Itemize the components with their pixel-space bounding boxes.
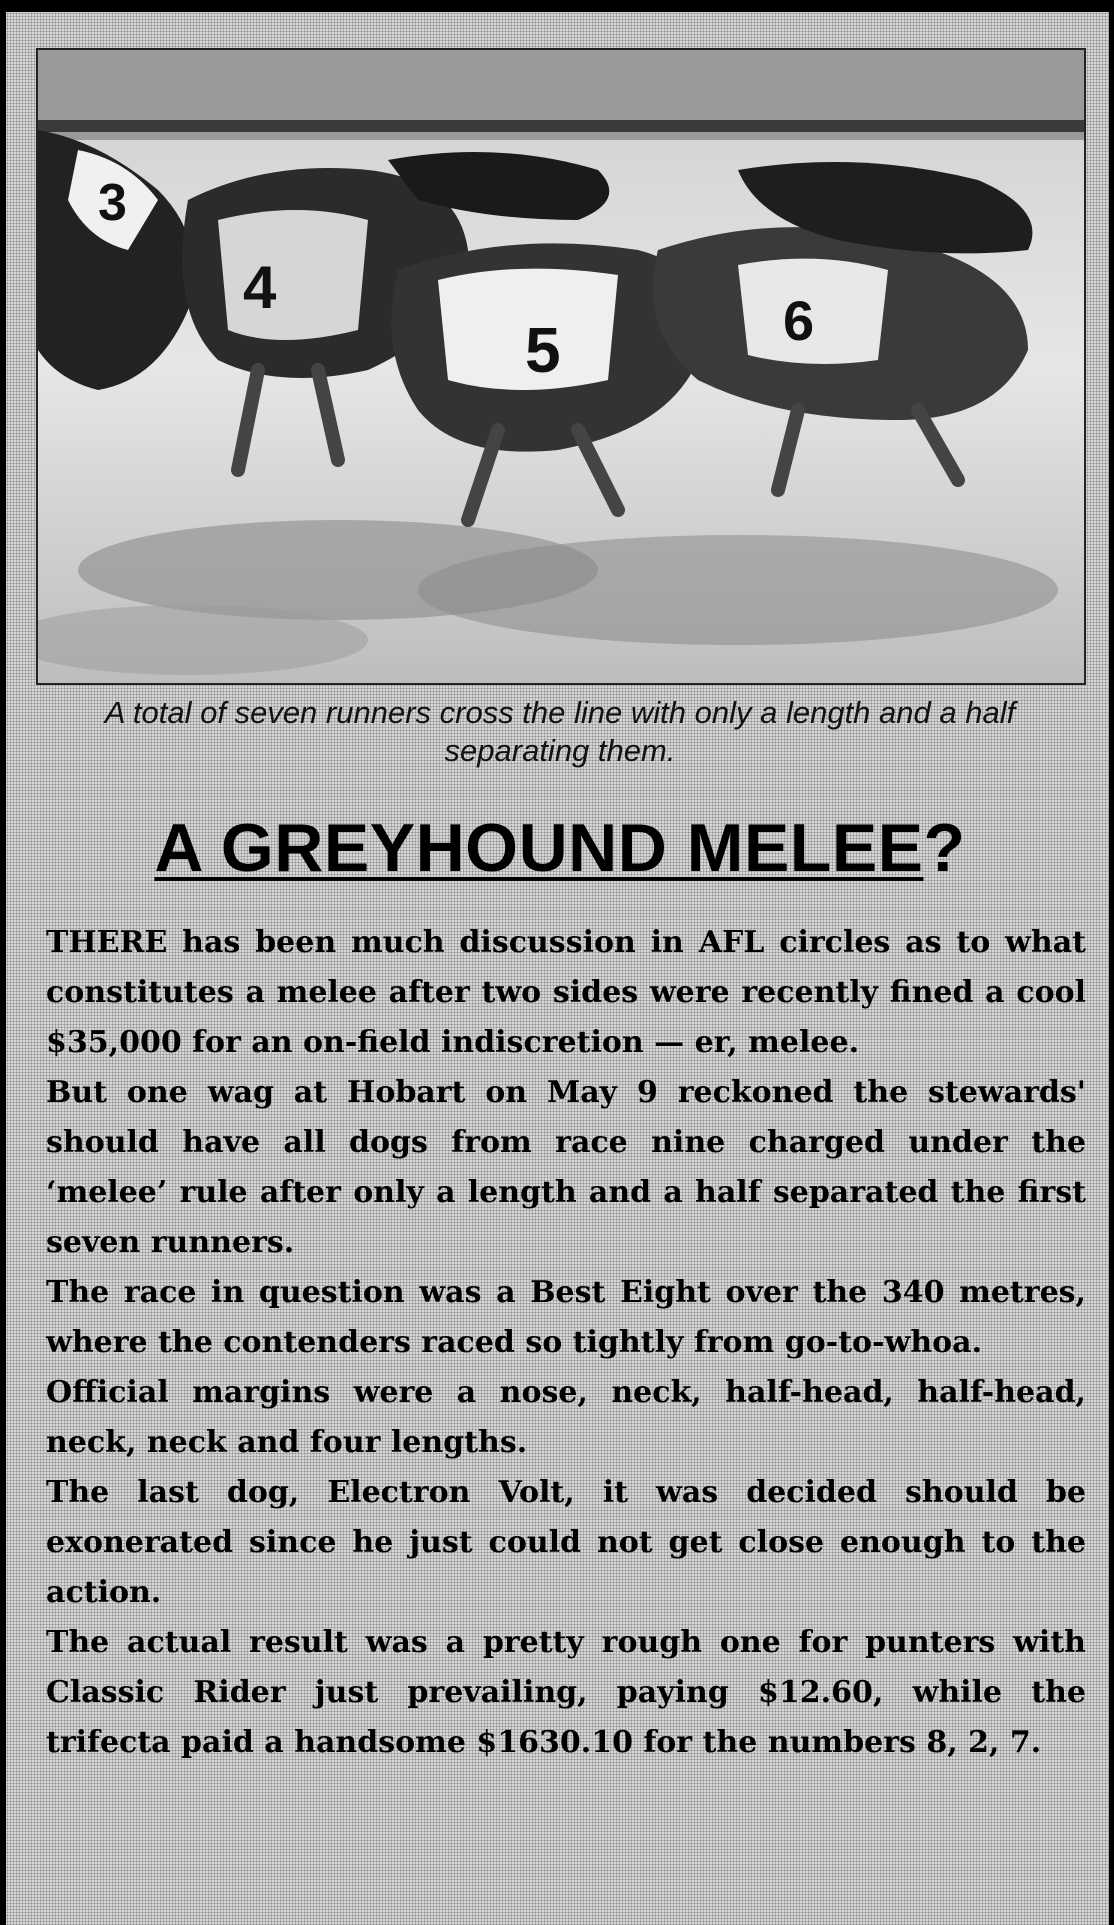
top-border [0, 0, 1114, 12]
paragraph: The last dog, Electron Volt, it was decided should be exonerated since he just could not get close enough to the action. [46, 1475, 1086, 1610]
photo-caption: A total of seven runners cross the line with only a length and a half separating them. [104, 695, 1016, 768]
right-border [1109, 0, 1114, 1925]
headline-question-mark: ? [923, 810, 966, 886]
bib-number-3: 3 [98, 174, 127, 232]
left-border [0, 0, 6, 1925]
paragraph: But one wag at Hobart on May 9 reckoned the stewards' should have all dogs from race nine charged under the ‘melee’ rule after only a length and a half separated the first seven runners. [46, 1075, 1086, 1260]
headline-text: A GREYHOUND MELEE [154, 810, 924, 886]
headline [40, 808, 1080, 888]
paragraph: The actual result was a pretty rough one for punters with Classic Rider just prevailing, paying $12.60, while the trifecta paid a handsome $1630.10 for the numbers 8, 2, 7. [46, 1625, 1086, 1760]
paragraph: THERE has been much discussion in AFL circles as to what constitutes a melee after two sides were recently fined a cool $35,000 for an on-field indiscretion — er, melee. [46, 925, 1086, 1060]
bib-number-4: 4 [243, 254, 277, 321]
race-photo [36, 48, 1086, 685]
rail [38, 120, 1084, 132]
dog-shadow [418, 535, 1058, 645]
paragraph: The race in question was a Best Eight over the 340 metres, where the contenders raced so tightly from go-to-whoa. [46, 1275, 1086, 1360]
rug-4 [218, 210, 368, 340]
article-body [46, 918, 1086, 1768]
bib-number-5: 5 [525, 314, 561, 386]
paragraph: Official margins were a nose, neck, half-head, half-head, neck, neck and four lengths. [46, 1375, 1086, 1460]
bib-number-6: 6 [783, 289, 815, 352]
greyhound-race-photo-icon [38, 50, 1084, 683]
